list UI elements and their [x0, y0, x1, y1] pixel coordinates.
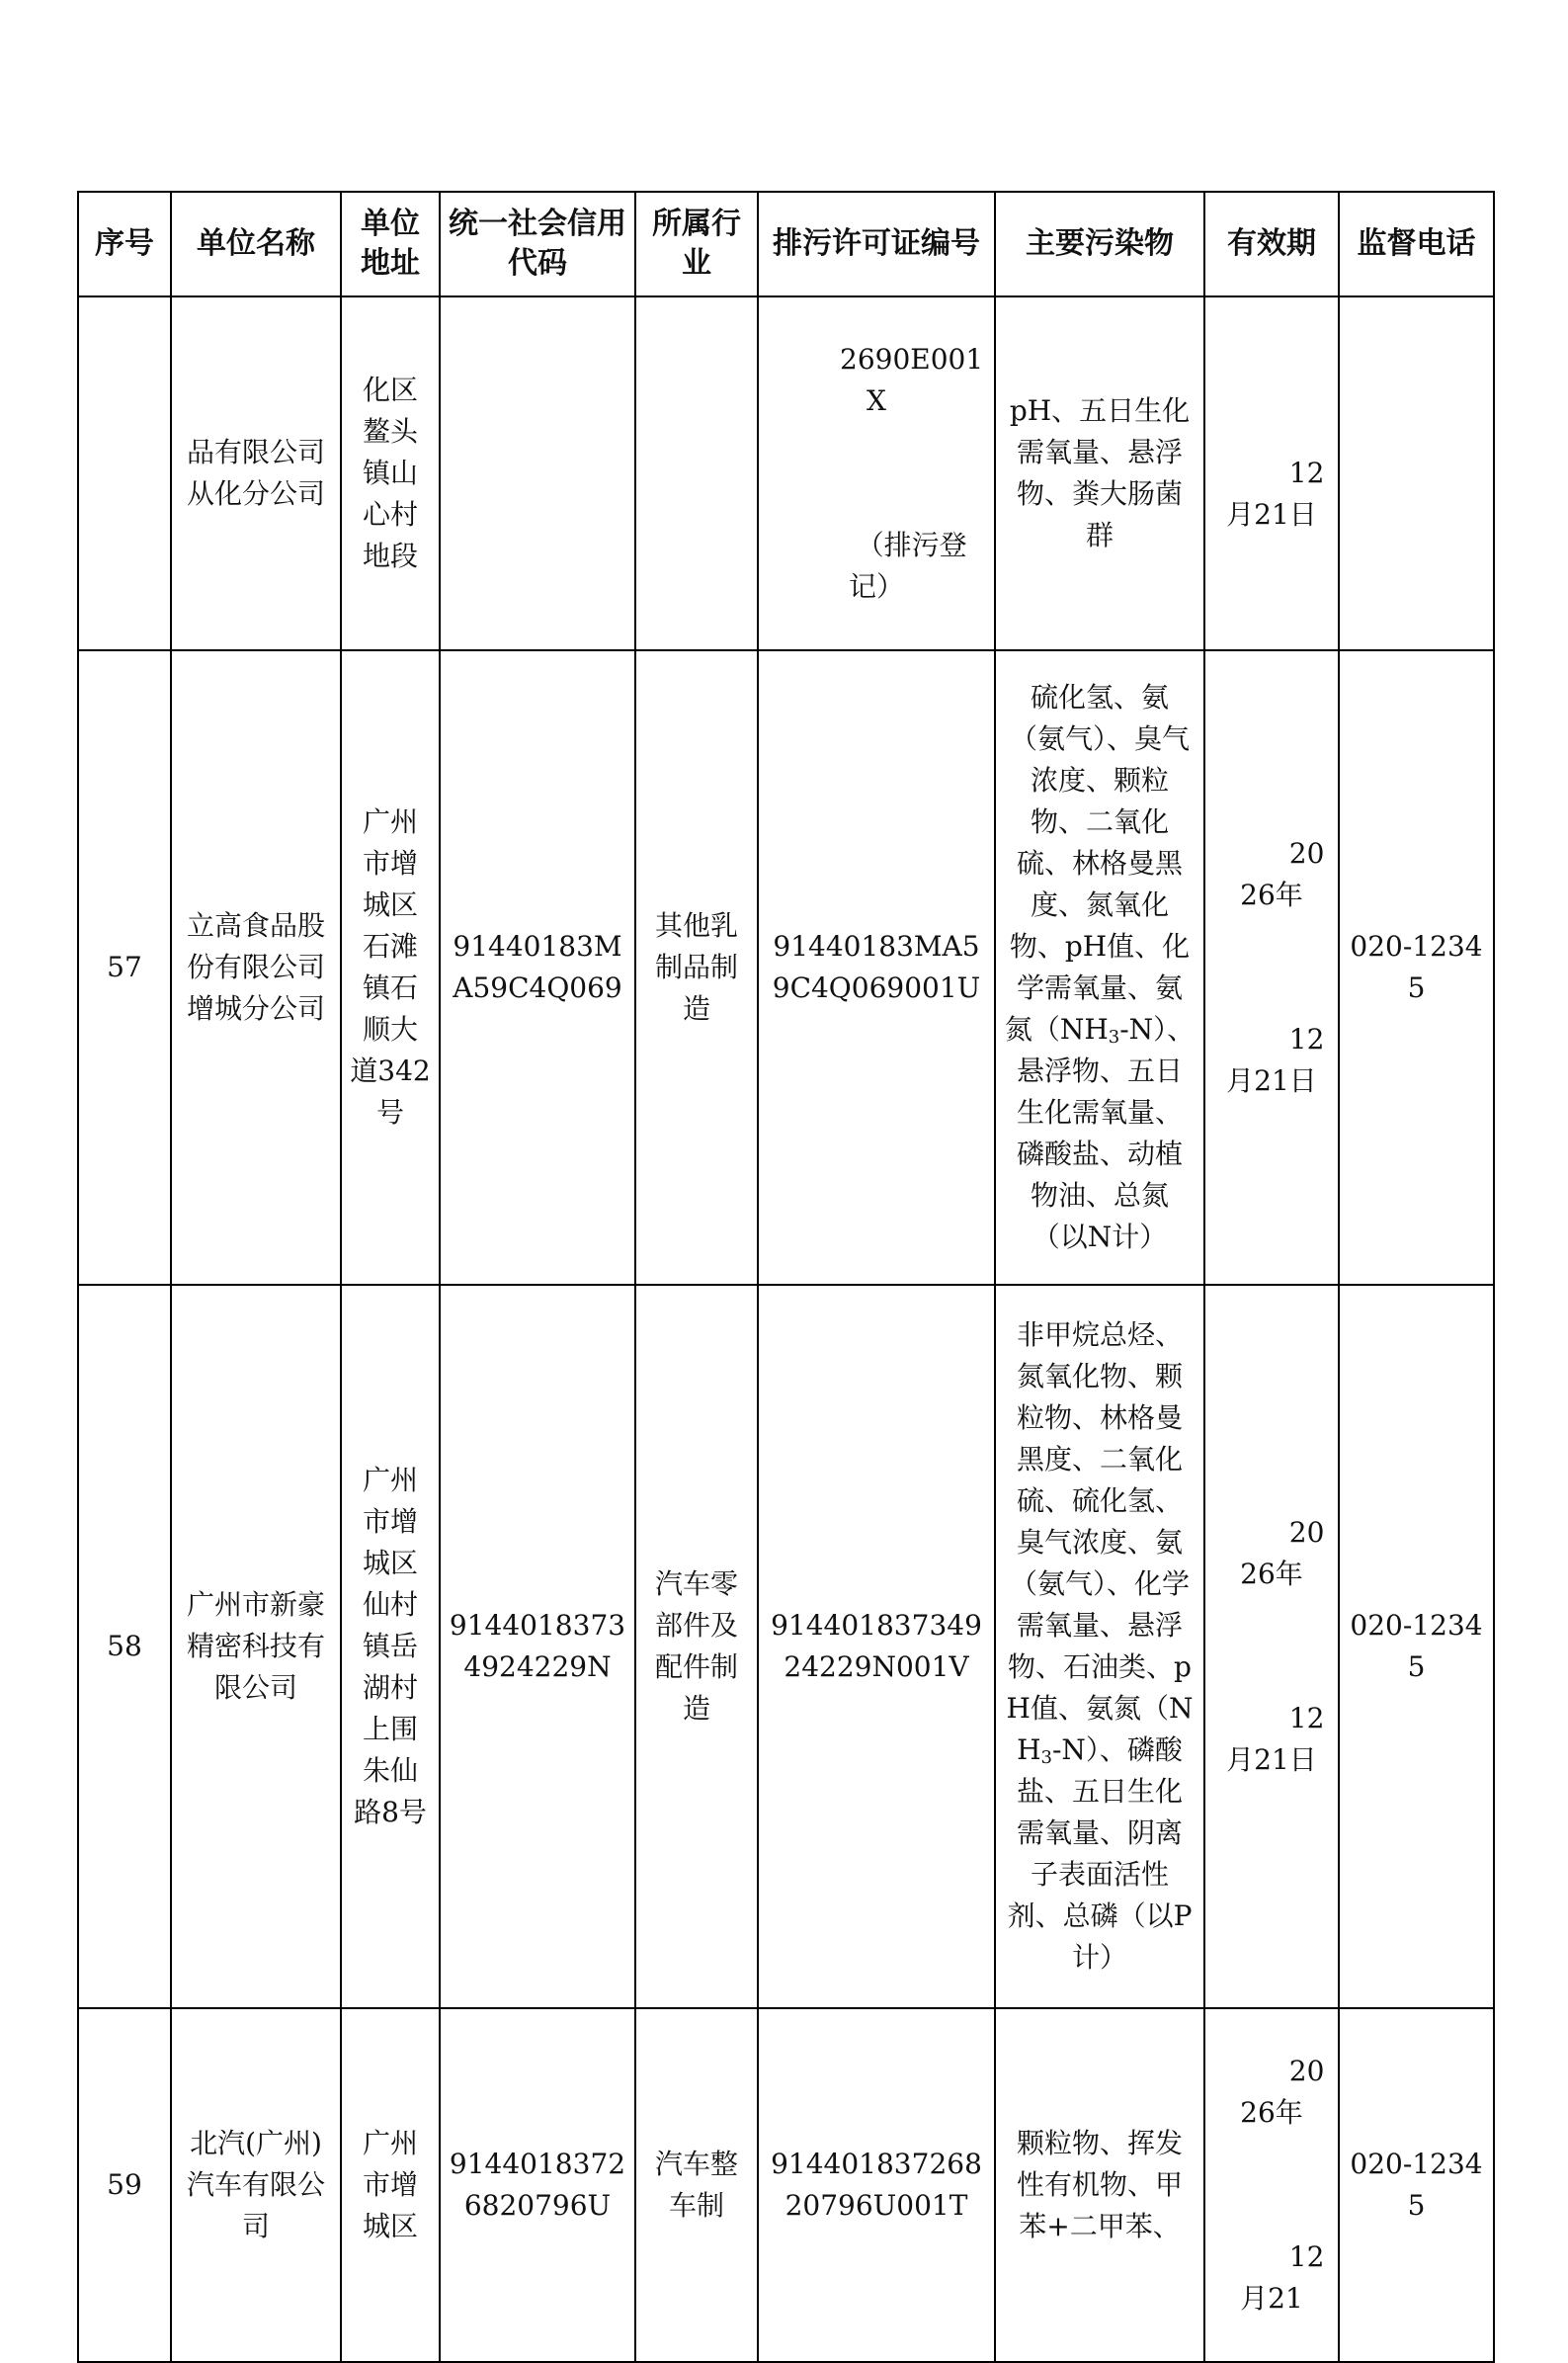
table-row	[78, 1285, 1494, 2008]
header-cell: 单位地址	[341, 192, 440, 296]
cell-valid-until	[1204, 650, 1339, 1285]
table-row	[78, 2008, 1494, 2362]
cell-phone: 020-12345	[1339, 2008, 1494, 2362]
cell-permit-no: 91440183726820796U001T	[758, 2008, 995, 2362]
cell-address: 广州市增城区石滩镇石顺大道342号	[341, 650, 440, 1285]
header-cell: 统一社会信用代码	[440, 192, 635, 296]
cell-name: 立高食品股份有限公司增城分公司	[171, 650, 341, 1285]
cell-pollutants: 颗粒物、挥发性有机物、甲苯+二甲苯、	[995, 2008, 1204, 2362]
valid-year: 2026年	[1240, 837, 1325, 911]
cell-pollutants	[995, 650, 1204, 1285]
cell-industry: 汽车零部件及配件制造	[635, 1285, 758, 2008]
valid-year: 2026年	[1240, 1516, 1325, 1590]
cell-no: 59	[78, 2008, 171, 2362]
cell-permit-no: 91440183MA59C4Q069001U	[758, 650, 995, 1285]
cell-credit-code	[440, 296, 635, 650]
pollutants-text: 硫化氢、氨（氨气）、臭气浓度、颗粒物、二氧化硫、林格曼黑度、氮氧化物、pH值、化学需氧量、氨氮（NH	[1004, 681, 1191, 1046]
cell-name: 北汽(广州)汽车有限公司	[171, 2008, 341, 2362]
table-row	[78, 650, 1494, 1285]
cell-valid-until	[1204, 2008, 1339, 2362]
cell-permit-no	[758, 296, 995, 650]
cell-no	[78, 296, 171, 650]
cell-address: 广州市增城区仙村镇岳湖村上围朱仙路8号	[341, 1285, 440, 2008]
cell-phone: 020-12345	[1339, 650, 1494, 1285]
table-row	[78, 296, 1494, 650]
cell-name: 品有限公司从化分公司	[171, 296, 341, 650]
subscript: 3	[1108, 1027, 1120, 1048]
valid-date: 12月21日	[1226, 457, 1325, 531]
cell-industry	[635, 296, 758, 650]
cell-pollutants: pH、五日生化需氧量、悬浮物、粪大肠菌群	[995, 296, 1204, 650]
cell-industry: 汽车整车制	[635, 2008, 758, 2362]
pollutants-text: -N）、磷酸盐、五日生化需氧量、阴离子表面活性剂、总磷（以P计）	[1007, 1733, 1193, 1974]
header-cell: 主要污染物	[995, 192, 1204, 296]
valid-year: 2026年	[1240, 2055, 1325, 2129]
cell-credit-code: 91440183MA59C4Q069	[440, 650, 635, 1285]
header-cell: 排污许可证编号	[758, 192, 995, 296]
cell-permit-no: 91440183734924229N001V	[758, 1285, 995, 2008]
header-cell: 单位名称	[171, 192, 341, 296]
cell-phone	[1339, 296, 1494, 650]
header-cell: 监督电话	[1339, 192, 1494, 296]
cell-valid-until	[1204, 296, 1339, 650]
cell-address: 广州市增城区	[341, 2008, 440, 2362]
cell-industry: 其他乳制品制造	[635, 650, 758, 1285]
subscript: 3	[1040, 1747, 1052, 1768]
valid-date: 12月21日	[1226, 1023, 1325, 1097]
cell-name: 广州市新豪精密科技有限公司	[171, 1285, 341, 2008]
cell-no: 57	[78, 650, 171, 1285]
header-cell: 所属行业	[635, 192, 758, 296]
header-row	[78, 192, 1494, 296]
permit-note: （排污登记）	[848, 529, 967, 603]
cell-phone: 020-12345	[1339, 1285, 1494, 2008]
header-cell: 有效期	[1204, 192, 1339, 296]
cell-credit-code: 91440183726820796U	[440, 2008, 635, 2362]
cell-no: 58	[78, 1285, 171, 2008]
pollutant-permit-table	[77, 191, 1495, 2363]
cell-credit-code: 91440183734924229N	[440, 1285, 635, 2008]
valid-date: 12月21日	[1226, 1702, 1325, 1776]
header-cell: 序号	[78, 192, 171, 296]
pollutants-text: -N）、悬浮物、五日生化需氧量、磷酸盐、动植物油、总氮（以N计）	[1016, 1013, 1196, 1253]
cell-valid-until	[1204, 1285, 1339, 2008]
pollutants-text: 非甲烷总烃、氮氧化物、颗粒物、林格曼黑度、二氧化硫、硫化氢、臭气浓度、氨（氨气）、化学需氧量、悬浮物、石油类、pH值、氨氮（NH	[1006, 1318, 1194, 1766]
cell-address: 化区鳌头镇山心村地段	[341, 296, 440, 650]
cell-pollutants	[995, 1285, 1204, 2008]
permit-number: 2690E001X	[840, 343, 984, 417]
valid-date: 12月21	[1240, 2240, 1325, 2315]
